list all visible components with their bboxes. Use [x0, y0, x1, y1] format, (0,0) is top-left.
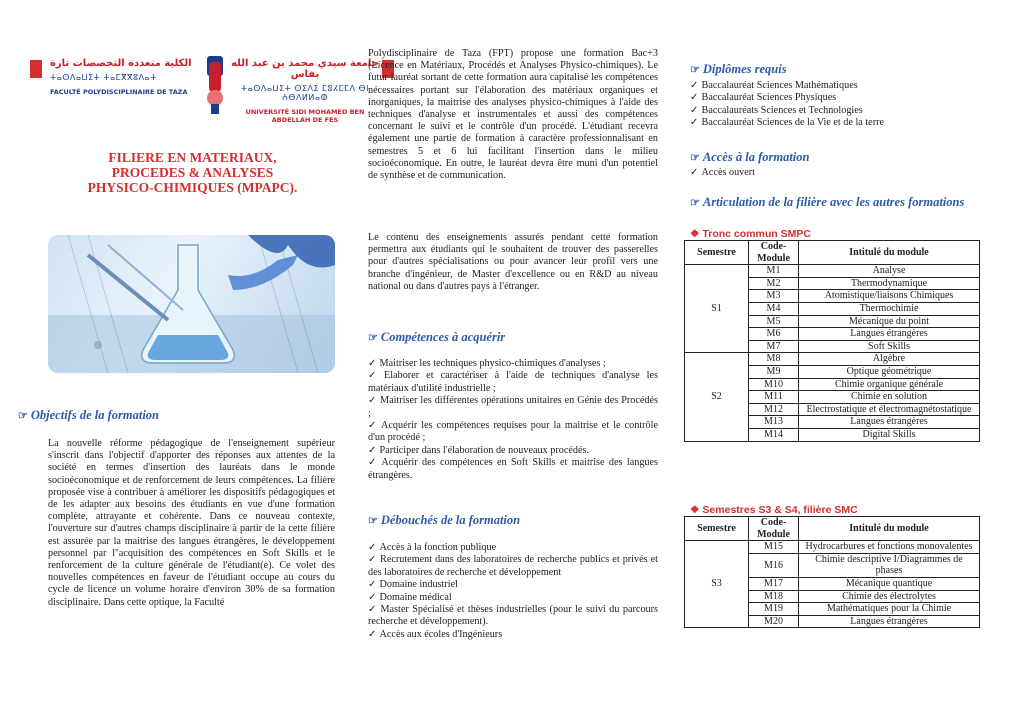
module-name-cell: Electrostatique et électromagnétostatique: [799, 403, 980, 416]
pointing-hand-icon: ☞: [690, 197, 700, 209]
module-code-cell: M4: [749, 302, 799, 315]
list-item: [368, 604, 658, 629]
module-name-cell: Analyse: [799, 265, 980, 278]
module-name-cell: Hydrocarbures et fonctions monovalentes: [799, 541, 980, 554]
university-emblem-icon: [202, 54, 228, 116]
module-code-cell: M1: [749, 265, 799, 278]
university-name: UNIVERSITÉ SIDI MOHAMED BEN ABDELLAH DE FES: [245, 108, 365, 124]
list-item-text: Domaine industriel: [379, 579, 458, 591]
articulation-heading: [690, 194, 980, 211]
list-item-text: Accès ouvert: [701, 167, 756, 178]
check-icon: ✓: [368, 457, 379, 469]
check-icon: ✓: [690, 167, 699, 178]
intitule-header: Intitulé du module: [799, 241, 980, 265]
check-icon: ✓: [368, 579, 377, 591]
list-item: [368, 445, 658, 457]
module-code-cell: M12: [749, 403, 799, 416]
module-name-cell: Algèbre: [799, 353, 980, 366]
list-item: [368, 592, 658, 604]
module-name-cell: Atomistique/liaisons Chimiques: [799, 290, 980, 303]
header-logos: [30, 50, 379, 124]
acces-heading: [690, 150, 809, 165]
objectifs-text: La nouvelle réforme pédagogique de l'enseignement supérieur s'inscrit dans l'objectif d'apporter des réponses aux attentes de la société en termes d'insertion des lauréats dans le monde socioéconomique et de renforcement de leurs compétences. La filière proposée vise à contribuer à améliorer les dispositifs pédagogiques et de les adapter aux besoins des étudiants en vue d'une formation complète, attrayante et cohérente. Dans ce nouveau contexte, l'ouverture sur d'autres champs disciplinaire à partir de la cette filière est assurée par la maitrise des langues étrangères, le développement personnel par l''acquisition des compétences en Soft Skills et le renforcement de la culture générale de l'étudiant(e). Ce volet des nouvelles compétences en faveur de l'étudiant occupe au cours du cycle de licence un volume horaire d'environ 30% de sa formation disciplinaire. Dans cette optique, la Faculté: [48, 438, 335, 608]
debouches-heading: [368, 513, 520, 528]
module-name-cell: Chimie des électrolytes: [799, 590, 980, 603]
pointing-hand-icon: ☞: [368, 332, 378, 344]
tronc-commun-title-text: Tronc commun SMPC: [702, 228, 811, 240]
list-item-text: Domaine médical: [379, 591, 452, 603]
check-icon: ✓: [368, 444, 377, 456]
module-name-cell: Langues étrangères: [799, 416, 980, 429]
module-code-cell: M2: [749, 277, 799, 290]
diamond-icon: ❖: [690, 228, 700, 240]
semestre-cell: S3: [685, 541, 749, 628]
check-icon: ✓: [690, 104, 699, 116]
table-header-row: [685, 517, 980, 541]
list-item: [368, 542, 658, 554]
competences-heading-text: Compétences à acquérir: [380, 330, 506, 344]
table-row: [685, 353, 980, 366]
title-line: PROCEDES & ANALYSES: [111, 165, 274, 180]
module-code-cell: M14: [749, 428, 799, 441]
module-code-cell: M5: [749, 315, 799, 328]
diplomes-list: [690, 80, 980, 130]
title-line: PHYSICO-CHIMIQUES (MPAPC).: [87, 180, 298, 195]
university-arabic-name: جامعة سيدي محمد بن عبد الله بفاس: [231, 58, 379, 80]
list-item-text: Baccalauréat Sciences Mathématiques: [701, 80, 858, 91]
check-icon: ✓: [368, 358, 377, 369]
list-item: [690, 117, 980, 129]
diamond-icon: ❖: [690, 504, 700, 516]
module-name-cell: Mécanique quantique: [799, 577, 980, 590]
module-code-cell: M6: [749, 328, 799, 341]
module-code-cell: M8: [749, 353, 799, 366]
diplomes-heading-text: Diplômes requis: [702, 62, 787, 76]
module-code-cell: M3: [749, 290, 799, 303]
check-icon: ✓: [368, 370, 382, 382]
acces-list: [690, 167, 980, 179]
list-item-text: Maitriser les différentes opérations unitaires en Génie des Procédés ;: [368, 395, 658, 419]
list-item: [368, 358, 658, 370]
right-column: [680, 0, 980, 724]
module-name-cell: Soft Skills: [799, 340, 980, 353]
table-header-row: [685, 241, 980, 265]
tronc-commun-table: [684, 240, 980, 442]
list-item-text: Baccalauréat Sciences Physiques: [701, 92, 837, 104]
competences-list: [368, 358, 658, 482]
faculty-tifinagh-name: ⵜⴰⵙⴷⴰⵡⵉⵜ ⵜⴰⵎⴳⴳⵓⴷⴰⵜ: [50, 73, 157, 82]
objectifs-heading: [18, 408, 159, 423]
diplomes-heading: [690, 62, 787, 77]
list-item: [368, 395, 658, 420]
smc-table: [684, 516, 980, 628]
module-name-cell: Thermochimie: [799, 302, 980, 315]
university-logo-text: [230, 58, 380, 124]
module-name-cell: Thermodynamique: [799, 277, 980, 290]
debouches-heading-text: Débouchés de la formation: [380, 513, 521, 527]
module-name-cell: Digital Skills: [799, 428, 980, 441]
list-item-text: Maitriser les techniques physico-chimiques d'analyses ;: [379, 358, 606, 369]
module-name-cell: Chimie en solution: [799, 391, 980, 404]
table-row: [685, 541, 980, 554]
list-item: [368, 579, 658, 591]
code-header: Code-Module: [749, 517, 799, 541]
debouches-list: [368, 542, 658, 641]
intitule-header: Intitulé du module: [799, 517, 980, 541]
module-code-cell: M7: [749, 340, 799, 353]
pointing-hand-icon: ☞: [18, 410, 28, 422]
check-icon: ✓: [368, 554, 378, 566]
check-icon: ✓: [368, 628, 377, 640]
list-item: [368, 457, 658, 482]
list-item-text: Acquérir des compétences en Soft Skills et maitrise des langues étrangères.: [368, 457, 658, 481]
module-name-cell: Optique géométrique: [799, 365, 980, 378]
module-code-cell: M20: [749, 615, 799, 628]
check-icon: ✓: [690, 117, 699, 129]
list-item: [368, 629, 658, 641]
module-code-cell: M13: [749, 416, 799, 429]
module-name-cell: Langues étrangères: [799, 328, 980, 341]
list-item-text: Accès aux écoles d'Ingénieurs: [379, 628, 503, 640]
list-item: [368, 554, 658, 579]
laboratory-photo-illustration: [48, 235, 335, 373]
module-code-cell: M19: [749, 603, 799, 616]
program-description: Polydisciplinaire de Taza (FPT) propose une formation Bac+3 (Licence en Matériaux, Procédés et Analyses Physico-chimiques). Le futur lauréat sortant de cette formation aura capitalisé les compétences nécessaires portant sur l'élaboration des matériaux organiques et inorganiques, la maitrise des analyses physico-chimiques à l'aide des techniques d'analyse et instrumentales et aussi des compétences concernant le suivi et le contrôle d'un procédé. L'étudiant recevra également une partie de formation à caractère professionnalisant en semestres 5 et 6 lui facilitant l'insertion dans le milieu socioéconomique. En outre, le lauréat devra être muni d'un potentiel de synthèse et de communication.: [368, 48, 658, 182]
smc-title: [690, 504, 858, 516]
list-item-text: Acquérir les compétences requises pour la maitrise et le contrôle d'un procédé ;: [368, 420, 658, 444]
semestre-header: Semestre: [685, 517, 749, 541]
list-item-text: Accès à la fonction publique: [379, 542, 497, 553]
program-title: [60, 150, 325, 195]
smc-title-text: Semestres S3 & S4, filière SMC: [702, 504, 858, 516]
list-item-text: Participer dans l'élaboration de nouveaux procédés.: [379, 444, 590, 456]
tronc-commun-title: [690, 228, 811, 240]
module-code-cell: M15: [749, 541, 799, 554]
check-icon: ✓: [690, 92, 699, 104]
university-tifinagh-name: ⵜⴰⵙⴷⴰⵡⵉⵜ ⵙⵉⴷⵉ ⵎⵓⵃⵎⵎⴷ ⴱⵏ ⵄⴱⴷⵍⵍⴰⵀ: [241, 84, 369, 102]
list-item: [368, 370, 658, 395]
module-code-cell: M17: [749, 577, 799, 590]
check-icon: ✓: [368, 395, 378, 407]
check-icon: ✓: [368, 542, 377, 553]
left-column: [0, 0, 379, 724]
semestre-header: Semestre: [685, 241, 749, 265]
list-item: [690, 105, 980, 117]
list-item-text: Elaborer et caractériser à l'aide de techniques d'analyse les matériaux d'utilité industrielle ;: [368, 370, 658, 394]
module-code-cell: M11: [749, 391, 799, 404]
list-item-text: Master Spécialisé et thèses industrielles (pour le suivi du parcours recherche et développement).: [368, 604, 658, 628]
check-icon: ✓: [368, 604, 378, 616]
articulation-heading-text: Articulation de la filière avec les autres formations: [702, 195, 965, 209]
competences-heading: [368, 330, 505, 345]
pointing-hand-icon: ☞: [690, 64, 700, 76]
faculty-name: FACULTÉ POLYDISCIPLINAIRE DE TAZA: [50, 88, 188, 96]
flag-icon: [30, 60, 42, 78]
list-item: [690, 167, 980, 179]
middle-column: [362, 0, 662, 724]
check-icon: ✓: [690, 80, 699, 91]
check-icon: ✓: [368, 420, 379, 432]
module-name-cell: Mathématiques pour la Chimie: [799, 603, 980, 616]
faculty-arabic-name: الكلية متعددة التخصصات تازة: [50, 58, 192, 69]
list-item-text: Baccalauréats Sciences et Technologies: [701, 104, 863, 116]
code-header: Code-Module: [749, 241, 799, 265]
objectifs-heading-text: Objectifs de la formation: [30, 408, 159, 422]
list-item: [368, 420, 658, 445]
module-code-cell: M18: [749, 590, 799, 603]
title-line: FILIERE EN MATERIAUX,: [108, 150, 277, 165]
list-item-text: Recrutement dans des laboratoires de recherche publics et privés et des laboratoires de recherche et développement: [368, 554, 658, 578]
semestre-cell: S2: [685, 353, 749, 441]
table-row: [685, 265, 980, 278]
list-item: [690, 80, 980, 92]
module-code-cell: M10: [749, 378, 799, 391]
list-item-text: Baccalauréat Sciences de la Vie et de la terre: [701, 117, 885, 129]
module-code-cell: M16: [749, 553, 799, 577]
passerelles-description: Le contenu des enseignements assurés pendant cette formation permettra aux étudiants qui le souhaitent de trouver des passerelles pour d'autres spécialisations ou pour avancer leur profil vers une branche d'ingénieur, de Master d'excellence ou en R&D au niveau national ou dans d'autres pays à l'étranger.: [368, 232, 658, 292]
module-name-cell: Chimie organique générale: [799, 378, 980, 391]
check-icon: ✓: [368, 591, 377, 603]
list-item: [690, 92, 980, 104]
laboratory-photo: [48, 235, 335, 373]
semestre-cell: S1: [685, 265, 749, 353]
module-name-cell: Langues étrangères: [799, 615, 980, 628]
pointing-hand-icon: ☞: [368, 515, 378, 527]
module-name-cell: Chimie descriptive I/Diagrammes de phases: [799, 553, 980, 577]
pointing-hand-icon: ☞: [690, 152, 700, 164]
acces-heading-text: Accès à la formation: [702, 150, 810, 164]
faculty-logo-text: [50, 58, 200, 96]
module-code-cell: M9: [749, 365, 799, 378]
module-name-cell: Mécanique du point: [799, 315, 980, 328]
